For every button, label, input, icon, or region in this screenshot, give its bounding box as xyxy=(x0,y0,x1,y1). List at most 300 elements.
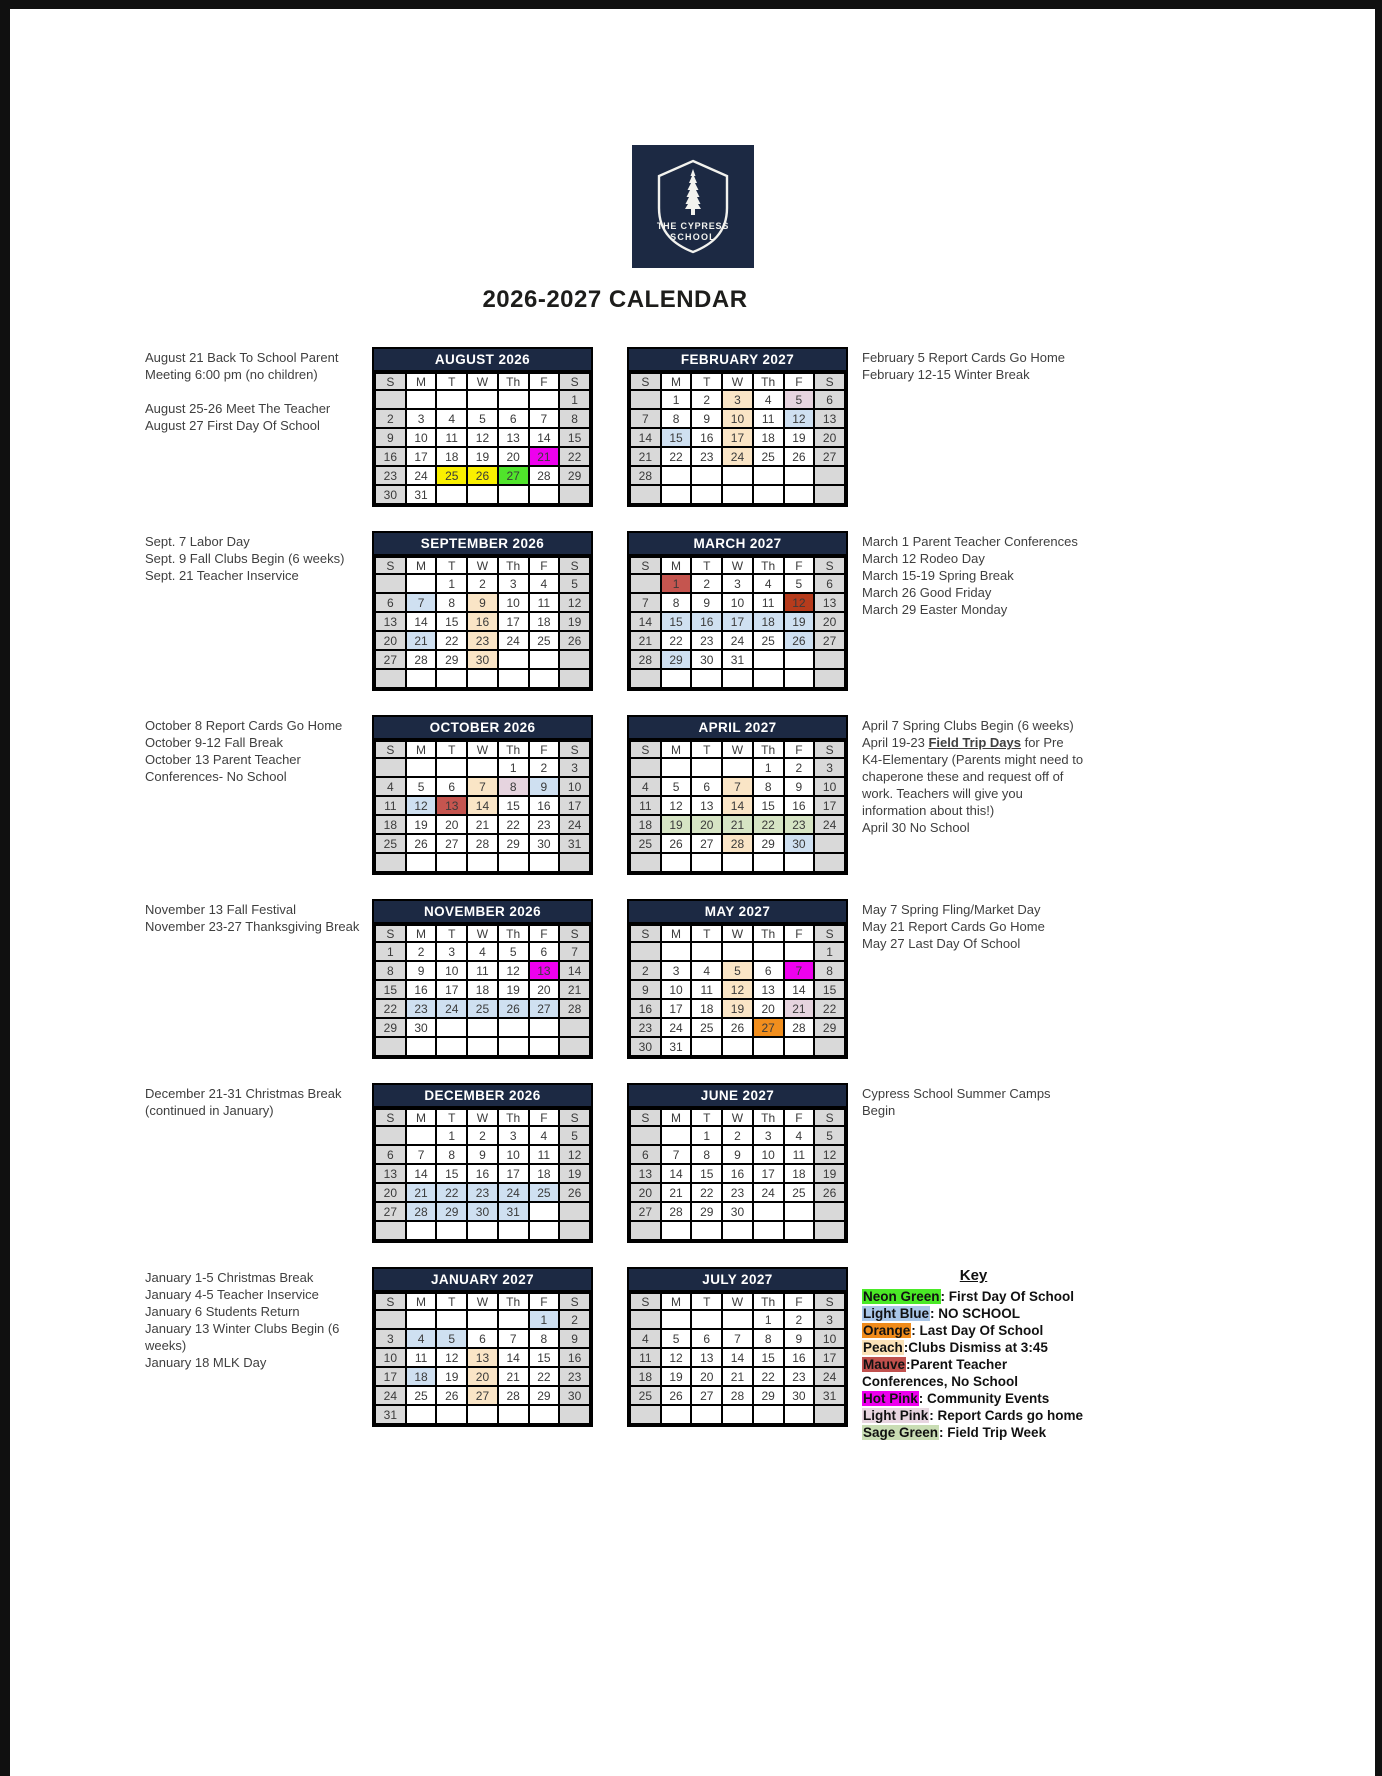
day-of-week-cell: S xyxy=(630,1293,661,1310)
month-title: AUGUST 2026 xyxy=(374,349,591,372)
day-cell xyxy=(467,390,498,409)
day-of-week-cell: S xyxy=(814,373,845,390)
day-cell xyxy=(498,485,529,504)
day-cell xyxy=(529,1018,560,1037)
day-cell: 28 xyxy=(630,466,661,485)
day-cell: 28 xyxy=(559,999,590,1018)
day-cell: 26 xyxy=(498,999,529,1018)
day-cell: 22 xyxy=(436,1183,467,1202)
day-cell xyxy=(630,669,661,688)
day-cell xyxy=(722,1221,753,1240)
day-cell: 12 xyxy=(559,593,590,612)
day-cell: 7 xyxy=(784,961,815,980)
day-cell xyxy=(814,834,845,853)
day-cell: 14 xyxy=(722,796,753,815)
note-line: October 9-12 Fall Break xyxy=(145,735,284,750)
day-cell: 6 xyxy=(814,574,845,593)
day-cell xyxy=(691,1037,722,1056)
day-cell: 28 xyxy=(722,1386,753,1405)
day-cell xyxy=(630,1221,661,1240)
day-cell: 1 xyxy=(691,1126,722,1145)
day-cell: 23 xyxy=(722,1183,753,1202)
day-cell: 17 xyxy=(559,796,590,815)
day-cell: 12 xyxy=(784,593,815,612)
note-line: January 4-5 Teacher Inservice xyxy=(145,1287,319,1302)
day-cell xyxy=(814,1202,845,1221)
note-line: October 8 Report Cards Go Home xyxy=(145,718,343,733)
day-cell: 7 xyxy=(722,777,753,796)
day-of-week-cell: S xyxy=(559,557,590,574)
day-cell: 24 xyxy=(559,815,590,834)
month-march-2027 xyxy=(627,531,848,691)
day-cell: 22 xyxy=(753,815,784,834)
day-cell xyxy=(661,942,692,961)
day-cell: 21 xyxy=(661,1183,692,1202)
day-cell: 25 xyxy=(436,466,467,485)
key-title: Key xyxy=(959,1267,988,1284)
day-cell xyxy=(630,1405,661,1424)
key-entries xyxy=(862,1288,1085,1441)
day-cell: 20 xyxy=(814,428,845,447)
day-cell: 1 xyxy=(529,1310,560,1329)
day-cell xyxy=(559,1037,590,1056)
day-cell xyxy=(498,650,529,669)
day-cell xyxy=(467,1405,498,1424)
note-paragraph xyxy=(145,533,360,584)
day-cell: 16 xyxy=(406,980,437,999)
day-cell: 14 xyxy=(722,1348,753,1367)
day-cell xyxy=(661,1126,692,1145)
day-cell: 3 xyxy=(375,1329,406,1348)
note-line: Sept. 21 Teacher Inservice xyxy=(145,568,299,583)
day-cell: 30 xyxy=(630,1037,661,1056)
day-cell: 4 xyxy=(467,942,498,961)
day-cell xyxy=(784,1221,815,1240)
day-of-week-cell: S xyxy=(559,373,590,390)
day-cell: 29 xyxy=(559,466,590,485)
day-cell: 10 xyxy=(406,428,437,447)
day-of-week-cell: Th xyxy=(498,1293,529,1310)
calendar-row xyxy=(145,1083,1085,1243)
day-cell: 9 xyxy=(529,777,560,796)
day-of-week-cell: Th xyxy=(753,1109,784,1126)
day-cell: 26 xyxy=(436,1386,467,1405)
day-cell: 17 xyxy=(814,796,845,815)
day-cell xyxy=(784,485,815,504)
day-cell: 31 xyxy=(722,650,753,669)
day-cell: 7 xyxy=(630,409,661,428)
day-cell: 17 xyxy=(375,1367,406,1386)
day-cell: 9 xyxy=(691,593,722,612)
key-entry xyxy=(862,1288,1085,1305)
day-cell: 3 xyxy=(814,758,845,777)
day-cell: 16 xyxy=(467,1164,498,1183)
day-cell: 8 xyxy=(436,593,467,612)
day-cell xyxy=(406,1221,437,1240)
day-cell: 22 xyxy=(753,1367,784,1386)
day-cell: 15 xyxy=(559,428,590,447)
day-cell xyxy=(498,669,529,688)
day-cell: 19 xyxy=(661,1367,692,1386)
day-cell: 30 xyxy=(722,1202,753,1221)
day-cell xyxy=(784,669,815,688)
day-of-week-cell: Th xyxy=(753,1293,784,1310)
day-of-week-cell: M xyxy=(406,557,437,574)
day-cell: 17 xyxy=(814,1348,845,1367)
day-cell: 14 xyxy=(559,961,590,980)
day-cell: 9 xyxy=(722,1145,753,1164)
day-cell: 13 xyxy=(467,1348,498,1367)
day-cell xyxy=(559,485,590,504)
day-cell: 3 xyxy=(436,942,467,961)
day-cell: 4 xyxy=(691,961,722,980)
day-cell: 21 xyxy=(529,447,560,466)
month-title: OCTOBER 2026 xyxy=(374,717,591,740)
note-line: August 27 First Day Of School xyxy=(145,418,320,433)
key-color-swatch: Mauve xyxy=(863,1357,906,1372)
day-cell: 19 xyxy=(467,447,498,466)
day-cell: 10 xyxy=(375,1348,406,1367)
day-cell xyxy=(630,574,661,593)
day-cell: 16 xyxy=(784,1348,815,1367)
day-cell xyxy=(753,1037,784,1056)
day-cell xyxy=(467,1018,498,1037)
day-cell: 25 xyxy=(529,1183,560,1202)
day-cell: 11 xyxy=(529,593,560,612)
day-cell xyxy=(529,390,560,409)
day-cell xyxy=(529,1037,560,1056)
day-cell xyxy=(498,1221,529,1240)
day-cell: 21 xyxy=(630,631,661,650)
day-cell: 13 xyxy=(691,796,722,815)
notes-may xyxy=(862,899,1085,952)
day-cell: 30 xyxy=(559,1386,590,1405)
day-cell: 2 xyxy=(722,1126,753,1145)
day-cell: 9 xyxy=(375,428,406,447)
key-entry xyxy=(862,1322,1085,1339)
notes-september xyxy=(145,531,360,584)
day-cell xyxy=(814,1221,845,1240)
day-cell xyxy=(375,758,406,777)
day-cell: 8 xyxy=(661,593,692,612)
day-cell: 14 xyxy=(784,980,815,999)
day-cell: 5 xyxy=(661,777,692,796)
day-cell xyxy=(375,1037,406,1056)
day-cell xyxy=(630,942,661,961)
notes-december xyxy=(145,1083,360,1119)
day-cell: 13 xyxy=(753,980,784,999)
day-cell xyxy=(630,390,661,409)
day-cell xyxy=(814,485,845,504)
day-cell: 27 xyxy=(498,466,529,485)
day-of-week-cell: F xyxy=(529,373,560,390)
day-cell: 1 xyxy=(814,942,845,961)
day-cell: 20 xyxy=(375,1183,406,1202)
note-paragraph xyxy=(862,901,1085,952)
day-cell: 8 xyxy=(814,961,845,980)
key-description: : Last Day Of School xyxy=(911,1323,1044,1338)
day-cell: 29 xyxy=(691,1202,722,1221)
day-of-week-cell: S xyxy=(375,1293,406,1310)
note-line: Sept. 9 Fall Clubs Begin (6 weeks) xyxy=(145,551,345,566)
day-cell: 15 xyxy=(661,428,692,447)
day-cell: 30 xyxy=(529,834,560,853)
calendar-row xyxy=(145,899,1085,1059)
day-cell: 11 xyxy=(406,1348,437,1367)
day-cell: 10 xyxy=(498,1145,529,1164)
day-cell: 22 xyxy=(559,447,590,466)
month-table xyxy=(629,740,846,873)
day-cell: 17 xyxy=(722,428,753,447)
day-cell: 18 xyxy=(691,999,722,1018)
key-color-swatch: Light Blue xyxy=(863,1306,929,1321)
day-cell: 21 xyxy=(406,631,437,650)
day-cell: 15 xyxy=(436,1164,467,1183)
month-table xyxy=(374,556,591,689)
day-cell: 25 xyxy=(753,631,784,650)
day-cell xyxy=(630,758,661,777)
day-of-week-cell: W xyxy=(722,373,753,390)
day-cell: 17 xyxy=(722,612,753,631)
day-cell: 15 xyxy=(661,612,692,631)
day-cell: 15 xyxy=(814,980,845,999)
day-cell: 27 xyxy=(691,834,722,853)
day-cell xyxy=(467,853,498,872)
day-of-week-cell: S xyxy=(814,557,845,574)
day-cell xyxy=(722,758,753,777)
day-cell: 7 xyxy=(559,942,590,961)
month-title: SEPTEMBER 2026 xyxy=(374,533,591,556)
day-cell: 13 xyxy=(814,409,845,428)
month-december-2026 xyxy=(372,1083,593,1243)
day-cell: 29 xyxy=(814,1018,845,1037)
key-color-swatch: Neon Green xyxy=(863,1289,940,1304)
day-cell xyxy=(691,1221,722,1240)
key-entry xyxy=(862,1356,1085,1390)
day-cell: 25 xyxy=(691,1018,722,1037)
day-of-week-cell: M xyxy=(661,1293,692,1310)
month-table xyxy=(374,372,591,505)
month-february-2027 xyxy=(627,347,848,507)
day-cell: 11 xyxy=(630,1348,661,1367)
day-cell: 10 xyxy=(722,409,753,428)
color-key xyxy=(862,1267,1085,1441)
day-of-week-cell: S xyxy=(630,925,661,942)
day-of-week-cell: M xyxy=(406,925,437,942)
day-cell: 24 xyxy=(814,1367,845,1386)
day-cell: 24 xyxy=(722,447,753,466)
day-cell: 14 xyxy=(467,796,498,815)
day-cell xyxy=(467,1037,498,1056)
month-title: FEBRUARY 2027 xyxy=(629,349,846,372)
day-cell xyxy=(753,466,784,485)
day-cell: 23 xyxy=(559,1367,590,1386)
note-paragraph xyxy=(145,1085,360,1119)
day-cell xyxy=(784,1037,815,1056)
day-cell: 31 xyxy=(406,485,437,504)
day-cell: 26 xyxy=(559,631,590,650)
day-cell xyxy=(814,650,845,669)
day-cell: 15 xyxy=(753,1348,784,1367)
day-cell: 11 xyxy=(753,593,784,612)
note-line: Sept. 7 Labor Day xyxy=(145,534,250,549)
day-cell: 6 xyxy=(375,593,406,612)
day-cell xyxy=(814,1037,845,1056)
day-cell: 11 xyxy=(375,796,406,815)
day-cell: 25 xyxy=(467,999,498,1018)
day-of-week-cell: S xyxy=(814,741,845,758)
day-cell xyxy=(691,485,722,504)
day-cell: 14 xyxy=(661,1164,692,1183)
day-cell: 23 xyxy=(784,815,815,834)
day-cell: 6 xyxy=(814,390,845,409)
day-cell: 26 xyxy=(661,834,692,853)
note-line: October 13 Parent Teacher Conferences- No School xyxy=(145,752,301,784)
month-title: JULY 2027 xyxy=(629,1269,846,1292)
day-cell: 29 xyxy=(498,834,529,853)
day-of-week-cell: T xyxy=(436,741,467,758)
svg-text:THE CYPRESS: THE CYPRESS xyxy=(656,221,729,231)
key-description: :Parent Teacher Conferences, No School xyxy=(862,1357,1019,1389)
day-cell: 13 xyxy=(529,961,560,980)
note-line: Cypress School Summer Camps Begin xyxy=(862,1086,1051,1118)
day-cell xyxy=(436,1018,467,1037)
day-cell xyxy=(722,466,753,485)
day-cell xyxy=(753,1202,784,1221)
day-cell: 17 xyxy=(406,447,437,466)
day-cell: 27 xyxy=(436,834,467,853)
day-cell: 11 xyxy=(529,1145,560,1164)
day-of-week-cell: T xyxy=(691,1293,722,1310)
day-cell xyxy=(436,390,467,409)
day-of-week-cell: Th xyxy=(498,557,529,574)
day-cell: 14 xyxy=(630,612,661,631)
day-of-week-cell: T xyxy=(436,557,467,574)
day-cell: 5 xyxy=(784,574,815,593)
day-cell: 6 xyxy=(529,942,560,961)
day-cell: 6 xyxy=(753,961,784,980)
day-cell: 2 xyxy=(691,390,722,409)
day-cell xyxy=(529,1405,560,1424)
day-cell xyxy=(753,669,784,688)
month-table xyxy=(629,556,846,689)
note-line: January 18 MLK Day xyxy=(145,1355,267,1370)
note-segment: for Pre K4-Elementary (Parents might need to chaperone these and request off of work. Teachers will give you information about this!) xyxy=(862,735,1084,818)
day-cell: 15 xyxy=(375,980,406,999)
day-cell: 8 xyxy=(753,777,784,796)
day-of-week-cell: Th xyxy=(498,1109,529,1126)
day-cell: 3 xyxy=(498,1126,529,1145)
notes-november xyxy=(145,899,360,935)
day-cell: 30 xyxy=(691,650,722,669)
day-cell: 26 xyxy=(406,834,437,853)
day-cell xyxy=(498,853,529,872)
day-cell: 30 xyxy=(467,1202,498,1221)
day-cell: 27 xyxy=(814,631,845,650)
day-cell: 31 xyxy=(814,1386,845,1405)
day-cell: 22 xyxy=(814,999,845,1018)
key-color-swatch: Light Pink xyxy=(863,1408,929,1423)
day-of-week-cell: W xyxy=(467,1293,498,1310)
day-cell: 17 xyxy=(498,1164,529,1183)
day-cell: 7 xyxy=(630,593,661,612)
day-cell: 9 xyxy=(784,1329,815,1348)
day-cell xyxy=(375,669,406,688)
day-cell: 3 xyxy=(406,409,437,428)
day-cell xyxy=(784,1202,815,1221)
day-cell: 18 xyxy=(784,1164,815,1183)
day-of-week-cell: Th xyxy=(753,741,784,758)
day-cell: 7 xyxy=(661,1145,692,1164)
day-cell: 22 xyxy=(691,1183,722,1202)
day-cell: 30 xyxy=(406,1018,437,1037)
day-cell: 5 xyxy=(406,777,437,796)
day-cell: 24 xyxy=(406,466,437,485)
note-paragraph xyxy=(145,1269,360,1371)
day-cell: 21 xyxy=(406,1183,437,1202)
day-cell: 29 xyxy=(375,1018,406,1037)
day-of-week-cell: T xyxy=(436,373,467,390)
day-cell: 16 xyxy=(529,796,560,815)
day-cell: 12 xyxy=(661,796,692,815)
day-cell xyxy=(661,1221,692,1240)
day-of-week-cell: Th xyxy=(498,373,529,390)
day-cell: 2 xyxy=(691,574,722,593)
note-paragraph xyxy=(862,349,1085,383)
day-of-week-cell: T xyxy=(691,1109,722,1126)
day-cell: 1 xyxy=(375,942,406,961)
day-cell: 28 xyxy=(498,1386,529,1405)
month-november-2026 xyxy=(372,899,593,1059)
note-line: March 15-19 Spring Break xyxy=(862,568,1014,583)
day-of-week-cell: M xyxy=(406,741,437,758)
calendar-grid xyxy=(145,347,1085,1441)
day-cell: 4 xyxy=(529,1126,560,1145)
key-entry xyxy=(862,1390,1085,1407)
day-cell xyxy=(559,1405,590,1424)
day-of-week-cell: W xyxy=(722,741,753,758)
note-line: January 13 Winter Clubs Begin (6 weeks) xyxy=(145,1321,340,1353)
calendar-row xyxy=(145,347,1085,507)
day-cell: 27 xyxy=(467,1386,498,1405)
day-cell: 3 xyxy=(498,574,529,593)
day-cell xyxy=(722,1037,753,1056)
day-cell: 30 xyxy=(467,650,498,669)
day-of-week-cell: F xyxy=(784,741,815,758)
note-line xyxy=(862,734,1085,819)
day-cell: 10 xyxy=(498,593,529,612)
day-of-week-cell: S xyxy=(559,925,590,942)
month-title: APRIL 2027 xyxy=(629,717,846,740)
day-cell: 24 xyxy=(436,999,467,1018)
day-cell xyxy=(498,1018,529,1037)
day-cell xyxy=(406,758,437,777)
day-cell xyxy=(722,1405,753,1424)
day-cell xyxy=(529,650,560,669)
day-cell: 12 xyxy=(784,409,815,428)
day-cell: 27 xyxy=(529,999,560,1018)
day-cell: 13 xyxy=(630,1164,661,1183)
day-cell xyxy=(784,942,815,961)
note-line: May 21 Report Cards Go Home xyxy=(862,919,1045,934)
notes-march xyxy=(862,531,1085,618)
day-cell: 2 xyxy=(375,409,406,428)
day-cell xyxy=(691,669,722,688)
day-cell: 9 xyxy=(691,409,722,428)
day-cell xyxy=(467,758,498,777)
key-color-swatch: Orange xyxy=(863,1323,911,1338)
note-line: May 7 Spring Fling/Market Day xyxy=(862,902,1041,917)
